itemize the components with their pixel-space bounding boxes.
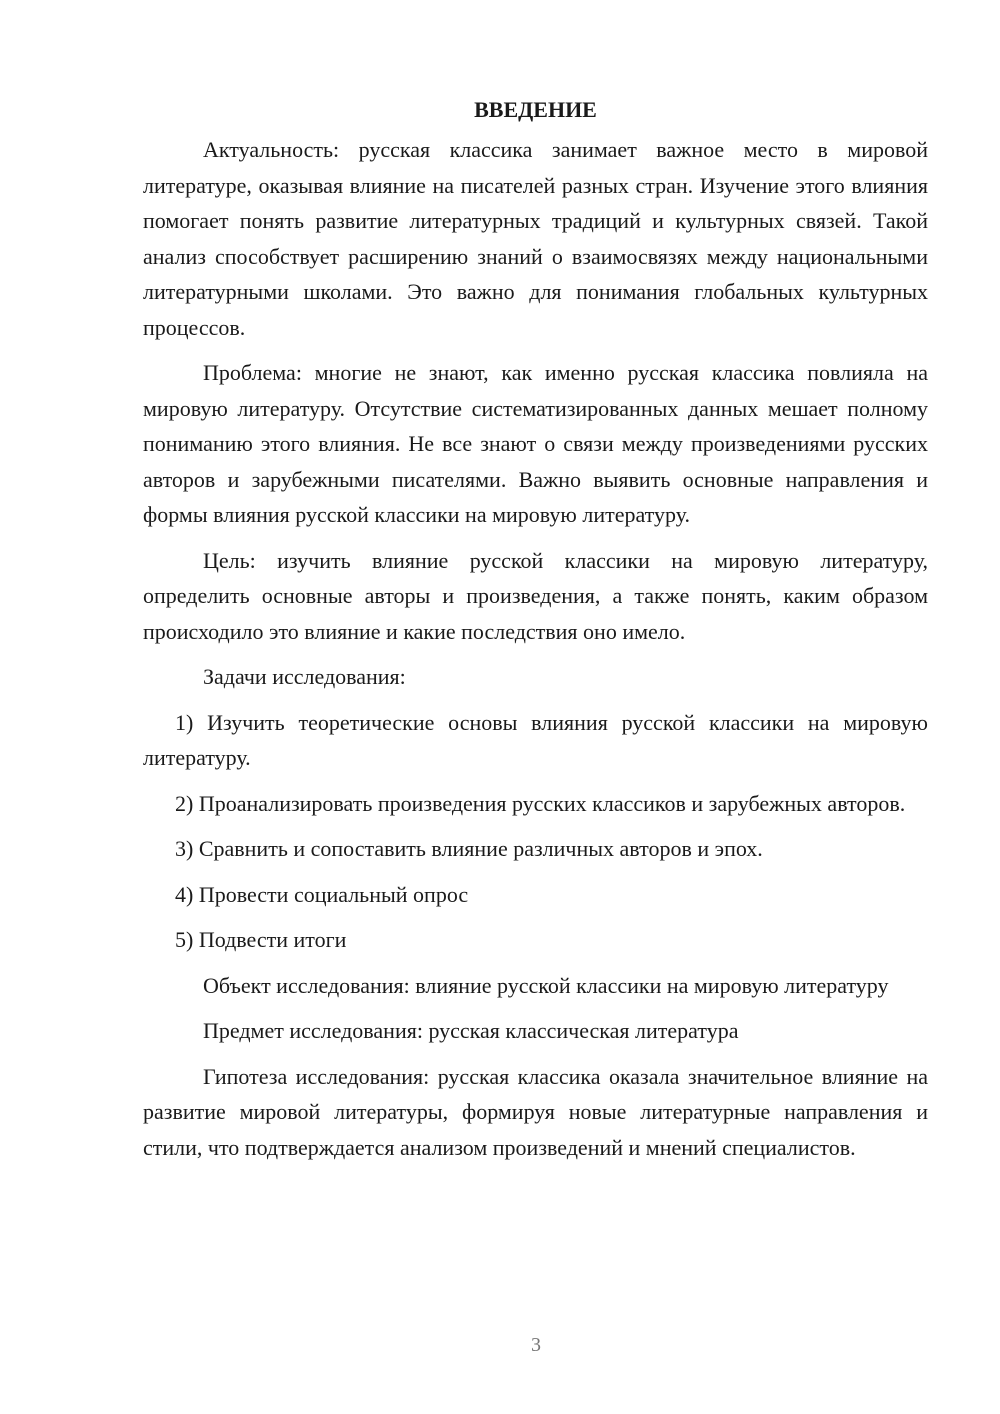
document-page (143, 96, 928, 1165)
subject-paragraph: Предмет исследования: русская классическая литература (203, 1018, 739, 1043)
tasks-heading: Задачи исследования: (203, 664, 406, 689)
task-item-3: 3) Сравнить и сопоставить влияние различных авторов и эпох. (175, 836, 763, 861)
task-item-1: 1) Изучить теоретические основы влияния русской классики на мировую литературу. (143, 709, 928, 770)
object-paragraph: Объект исследования: влияние русской классики на мировую литературу (203, 972, 889, 998)
goal-paragraph: Цель: изучить влияние русской классики на мировую литературу, определить основные авторы и произведения, а также понять, каким образом происходило это влияние и какие последствия оно имело. (143, 547, 928, 644)
problem-paragraph: Проблема: многие не знают, как именно русская классика повлияла на мировую литературу. Отсутствие систематизированных данных мешает полному пониманию этого влияния. Не все знают о связи между произведениями русских авторов и зарубежными писателями. Важно выявить основные направления и формы влияния русской классики на мировую литературу. (143, 360, 928, 527)
task-item-5: 5) Подвести итоги (175, 927, 347, 952)
task-item-4: 4) Провести социальный опрос (175, 881, 469, 907)
document-title: ВВЕДЕНИЕ (474, 97, 597, 122)
hypothesis-paragraph: Гипотеза исследования: русская классика оказала значительное влияние на развитие мировой литературы, формируя новые литературные направления и стили, что подтверждается анализом произведений и мнений специалистов. (143, 1063, 928, 1160)
page-number: 3 (531, 1334, 541, 1356)
relevance-paragraph: Актуальность: русская классика занимает важное место в мировой литературе, оказывая влияние на писателей разных стран. Изучение этого влияния помогает понять развитие литературных традиций и культурных связей. Такой анализ способствует расширению знаний о взаимосвязях между национальными литературными школами. Это важно для понимания глобальных культурных процессов. (143, 137, 928, 340)
task-item-2: 2) Проанализировать произведения русских классиков и зарубежных авторов. (175, 790, 906, 816)
